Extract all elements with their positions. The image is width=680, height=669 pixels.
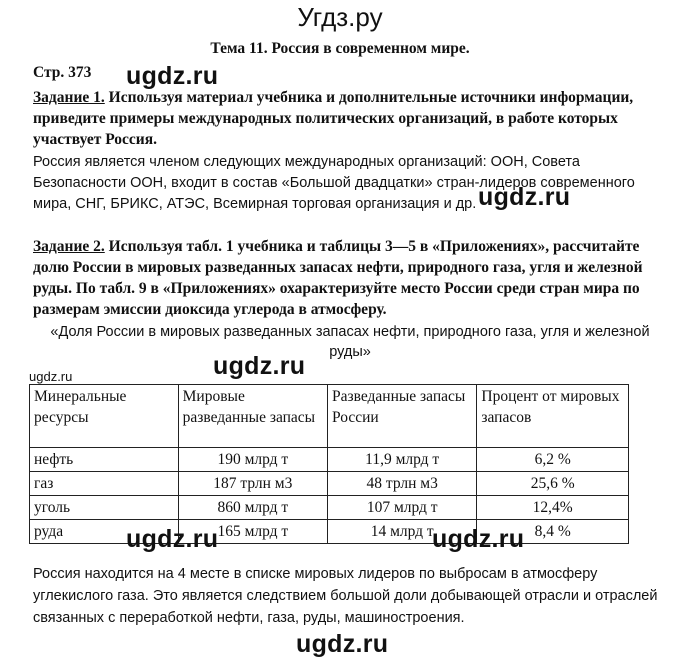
- conclusion-text: Россия находится на 4 месте в списке мировых лидеров по выбросам в атмосферу углекислого газа. Это является следствием большой доли добывающей отрасли и отраслей связанных с переработкой нефти, газа, руды, машиностроения.: [33, 566, 658, 626]
- table-cell: 11,9 млрд т: [328, 448, 477, 472]
- table-cell: 190 млрд т: [178, 448, 327, 472]
- table-caption: «Доля России в мировых разведанных запасах нефти, природного газа, угля и железной руды»: [50, 324, 650, 360]
- table-cell: 14 млрд т: [328, 520, 477, 544]
- table-cell: 12,4%: [477, 496, 629, 520]
- header-cell: Процент от мировых запасов: [477, 385, 629, 448]
- table-cell: 8,4 %: [477, 520, 629, 544]
- table-row: [30, 520, 629, 544]
- task-1-label: Задание 1.: [33, 89, 105, 106]
- table-row: [30, 448, 629, 472]
- reserves-table: [29, 384, 629, 544]
- watermark-small: ugdz.ru: [29, 369, 73, 384]
- watermark: ugdz.ru: [432, 525, 525, 553]
- watermark: ugdz.ru: [478, 183, 571, 211]
- watermark: ugdz.ru: [126, 62, 219, 90]
- header-cell: Мировые разведанные запасы: [178, 385, 327, 448]
- task-2-text: Используя табл. 1 учебника и таблицы 3—5 в «Приложениях», рассчитайте долю России в мировых разведанных запасах нефти, природного газа, угля и железной руды. По табл. 9 в «Приложениях» охарактеризуйте место России среди стран мира по размерам эмиссии диоксида углерода в атмосферу.: [33, 238, 643, 318]
- header-cell: Минеральные ресурсы: [30, 385, 179, 448]
- table-header-row: [30, 385, 629, 448]
- table-row: [30, 496, 629, 520]
- table-cell: 107 млрд т: [328, 496, 477, 520]
- table-cell: нефть: [30, 448, 179, 472]
- watermark: ugdz.ru: [296, 630, 389, 658]
- watermark: ugdz.ru: [213, 352, 306, 380]
- table-cell: 6,2 %: [477, 448, 629, 472]
- table-cell: 25,6 %: [477, 472, 629, 496]
- table-cell: газ: [30, 472, 179, 496]
- table-cell: уголь: [30, 496, 179, 520]
- table-cell: 48 трлн м3: [328, 472, 477, 496]
- table-cell: 165 млрд т: [178, 520, 327, 544]
- table-row: [30, 472, 629, 496]
- header-cell: Разведанные запасы России: [328, 385, 477, 448]
- task-1-answer: Россия является членом следующих международных организаций: ООН, Совета Безопасности ООН, входит в состав «Большой двадцатки» стран-лидеров современного мира, СНГ, БРИКС, АТЭС, Всемирная торговая организация и др.: [33, 154, 635, 212]
- page-label: Стр. 373: [33, 64, 92, 81]
- site-title[interactable]: Угдз.ру: [297, 2, 383, 32]
- table-cell: 860 млрд т: [178, 496, 327, 520]
- topic-heading: Тема 11. Россия в современном мире.: [210, 40, 470, 57]
- task-2: [33, 236, 653, 320]
- table-cell: 187 трлн м3: [178, 472, 327, 496]
- watermark: ugdz.ru: [126, 525, 219, 553]
- task-1: [33, 87, 653, 150]
- task-2-label: Задание 2.: [33, 238, 105, 255]
- table-cell: руда: [30, 520, 179, 544]
- task-1-text: Используя материал учебника и дополнительные источники информации, приведите примеры международных политических организаций, в работе которых участвует Россия.: [33, 89, 634, 148]
